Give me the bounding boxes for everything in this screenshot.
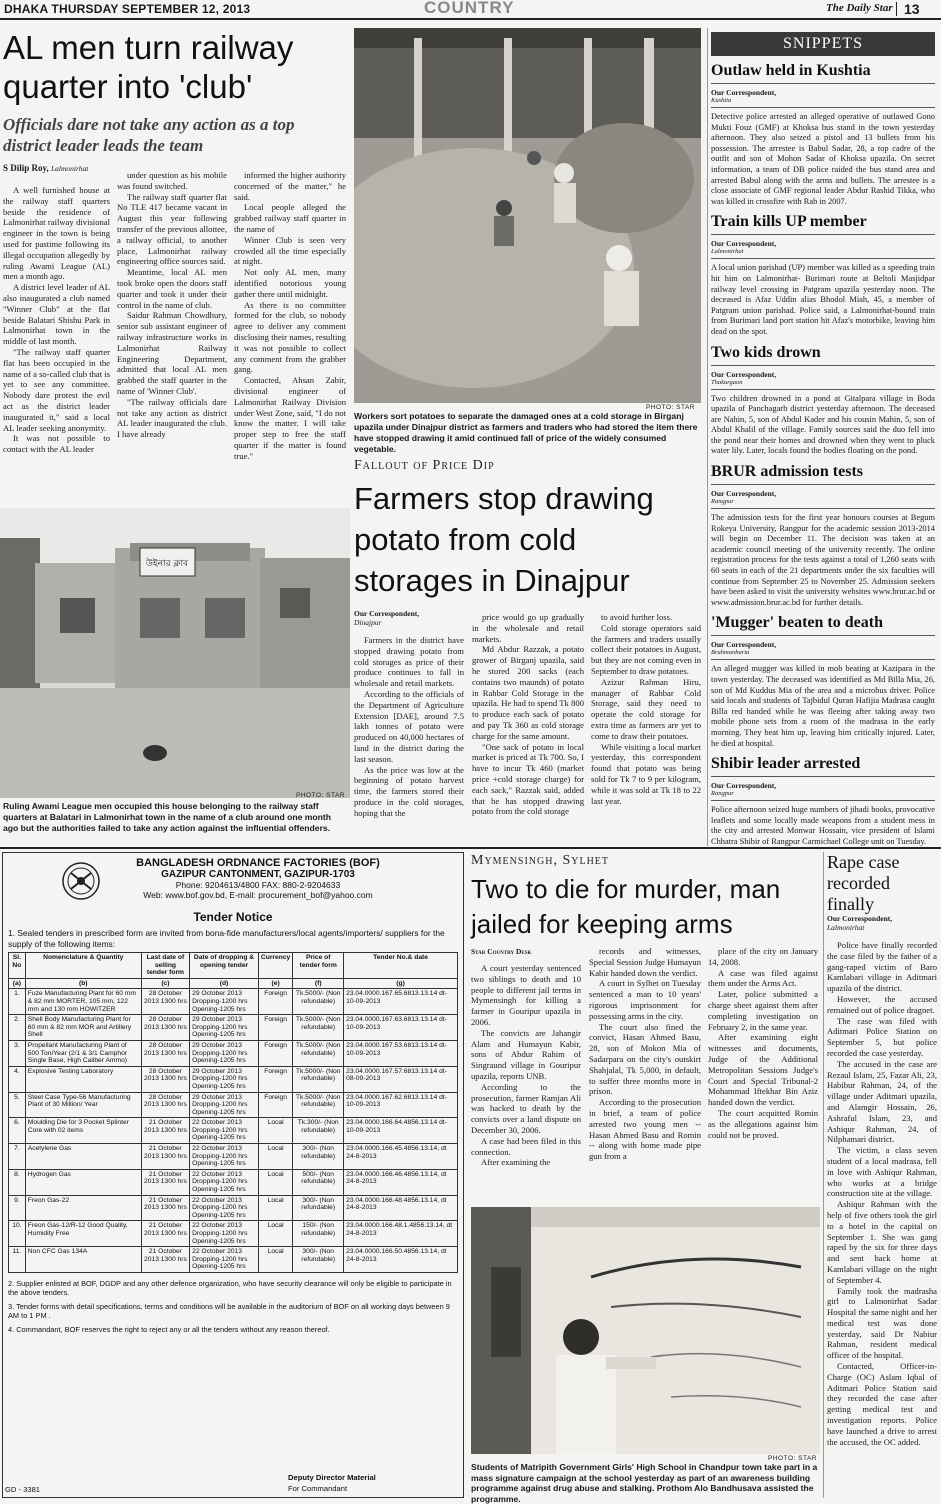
snippet-byline: [711, 239, 935, 255]
table-cell: 10.: [9, 1221, 26, 1247]
paragraph: However, the accused remained out of police dragnet.: [827, 993, 937, 1015]
paragraph: Family took the madrasha girl to Lalmonirhat Sadar Hospital the same night and her medical test was done yesterday, said Dr Nabiur Rahman, resident medical officer of the hospital.: [827, 1285, 937, 1361]
paragraph: After examining the: [481, 1157, 551, 1168]
snippets-panel: [707, 28, 938, 846]
dateline: Thakurgaon: [711, 378, 743, 386]
table-cell: Tk.5000/- (Non refundable): [293, 989, 344, 1015]
photo-credit: PHOTO: STAR: [296, 792, 345, 799]
table-cell: 29 October 2013 Dropping-1200 hrs Opening-1205 hrs: [190, 1092, 259, 1118]
paragraph: Ashiqur Rahman with the help of five others took the girl to a hotel in the capital on September 1. She was gang raped by the six for three days and sent back home at Kamlabari village on the night of September 4.: [827, 1199, 937, 1285]
divider: [711, 484, 935, 485]
table-cell: Tk.5000/- (Non refundable): [293, 1015, 344, 1041]
murder-byline: Star Country Desk: [471, 947, 532, 956]
table-cell: 21 October 2013 1300 hrs: [141, 1195, 189, 1221]
table-cell: 3.: [9, 1040, 26, 1066]
paragraph: "The railway officials dare not take any action as district AL leader inaugurated the club. I have already: [117, 396, 227, 440]
table-cell: Tk.5000/- (Non refundable): [293, 1066, 344, 1092]
divider: [711, 635, 935, 636]
paragraph: A case was filed against them under the Arms Act.: [708, 967, 818, 989]
table-cell: 23.04.0000.167.53.6813.13.14 dt- 10-09-2013: [344, 1040, 458, 1066]
snippet-body: The admission tests for the first year honours courses at Begum Rokeya University, Rangpur for the academic session 2013-2014 will begin on December 11. The decision was taken at an academic council meeting of the university recently. The online registration process for the tests against a total of 1,260 seats with 60 seats in each of the 21 departments under the six faculties will continue from September 25 to November 25. Admission seekers have been asked to visit the university websites www.brur.ac.bd or www.admission.brur.ac.bd for further details.: [711, 513, 935, 607]
table-cell: 28 October 2013 1300 hrs: [141, 1015, 189, 1041]
byline-name: Our Correspondent,: [711, 640, 777, 650]
table-subheader: (e): [258, 978, 292, 989]
table-cell: 21 October 2013 1300 hrs: [141, 1247, 189, 1273]
lead-byline: [3, 163, 113, 174]
murder-column-2: [589, 946, 701, 1162]
table-cell: 23.04.0000.167.63.6813.13.14 dt- 10-09-2013: [344, 1015, 458, 1041]
paragraph: Contacted, Ahsan Zabir, divisional engineer of Lalmonirhat Railway Division under West Zone, said, "I do not know the matter. I will take proper step to free the staff quarter if the matter is found true.": [234, 375, 346, 461]
table-cell: Foreign: [258, 1066, 292, 1092]
byline-name: S Dilip Roy,: [3, 163, 49, 173]
snippet-byline: [711, 489, 935, 505]
table-cell: 23.04.0000.166.45.4856.13.14, dt 24-8-2013: [344, 1144, 458, 1170]
paragraph: Meantime, local AL men took broke open the doors staff quarter and took it under their control in the name of club.: [117, 267, 227, 310]
paragraph: place of the city on January 14, 2008.: [708, 946, 818, 967]
club-sign-text: উইনার ক্লাব: [145, 559, 189, 569]
paragraph: records and witnesses, Special Session Judge Humayun Kabir handed down the verdict.: [589, 946, 701, 978]
paragraph: Winner Club is seen very crowded all the time especially at night.: [234, 234, 346, 267]
potato-kicker: Fallout of Price Dip: [354, 458, 495, 473]
table-cell: 23.04.0000.166.64.4856.13.14 dt- 10-09-2013: [344, 1118, 458, 1144]
paragraph: Md Abdur Razzak, a potato grower of Birganj upazila, said he stored 200 sacks (each contains two maunds) of potato in Rahbar Cold Storage in the upazila. He had to spend Tk 800 to produce each sack of potato and pay Tk 360 as cold storage charge for the same amount.: [472, 644, 584, 741]
table-cell: Local: [258, 1221, 292, 1247]
paragraph: After examining eight witnesses and documents, Judge of the Additional Metropolitan Sessions Judge's Court and Special Tribunal-2 Mohammad Iftekhar Bin Aziz handed down the verdict.: [708, 1032, 818, 1108]
divider: [711, 508, 935, 509]
paragraph: Not only AL men, many identified notorious young gather there until midnight.: [234, 267, 346, 299]
snippet-headline: Train kills UP member: [711, 213, 867, 231]
snippet-headline: Shibir leader arrested: [711, 755, 861, 773]
byline-name: Our Correspondent,: [711, 489, 777, 499]
table-cell: 28 October 2013 1300 hrs: [141, 1066, 189, 1092]
paragraph: to avoid further loss.: [601, 612, 673, 622]
divider: [711, 659, 935, 660]
ad-code: GD - 3381: [5, 1485, 41, 1494]
paragraph: A district level leader of AL also inaugurated a club named "Winner Club" at the flat beside Balatari Shishu Park in Lalmonirhat town in the middle of last month.: [3, 282, 110, 347]
paragraph: A well furnished house at the railway staff quarters beside the residence of Lalmonirhat railway divisional engineer in the town is being used for pastime following its illegal occupation allegedly by ruling Awami League (AL) men a month ago.: [3, 185, 110, 282]
paragraph: The railway staff quarter flat No TLE 417 became vacant in August this year following transfer of the previous allottee, a railway official, to another place, Lalmonirhat railway engineering office sources said.: [117, 191, 227, 267]
paragraph: price would go up gradually in the wholesale and retail markets.: [472, 612, 584, 644]
dateline: Brahmanbaria: [711, 649, 750, 657]
table-cell: Foreign: [258, 989, 292, 1015]
snippet-item: [711, 463, 935, 608]
table-cell: 11.: [9, 1247, 26, 1273]
table-cell: 21 October 2013 1300 hrs: [141, 1144, 189, 1170]
table-cell: 6.: [9, 1118, 26, 1144]
table-row: [9, 1144, 458, 1170]
paragraph: A case had been filed in this connection.: [471, 1135, 581, 1157]
table-subheader: (g): [344, 978, 458, 989]
table-cell: 21 October 2013 1300 hrs: [141, 1169, 189, 1195]
table-cell: 300/- (Non refundable): [293, 1247, 344, 1273]
table-cell: Tk.5000/- (Non refundable): [293, 1092, 344, 1118]
dateline: Dinajpur: [354, 617, 382, 627]
table-header: Price of tender form: [293, 953, 344, 979]
potato-column-2: [472, 612, 584, 817]
ad-note-3: 3. Tender forms with detail specifications, terms and conditions will be available in the auditorium of BOF on all working days between 9 AM to 1 PM .: [8, 1301, 450, 1321]
table-cell: 300/- (Non refundable): [293, 1144, 344, 1170]
table-cell: 29 October 2013 Dropping-1200 hrs Opening-1205 hrs: [190, 989, 259, 1015]
potato-column-3: [591, 612, 701, 806]
snippet-byline: [711, 88, 935, 104]
snippet-headline: BRUR admission tests: [711, 463, 864, 481]
paragraph: informed the higher authority concerned of the matter," he said.: [234, 170, 346, 202]
snippet-byline: [711, 640, 935, 656]
section-divider: [0, 847, 941, 849]
rape-byline: [827, 915, 937, 932]
page-date: DHAKA THURSDAY SEPTEMBER 12, 2013: [4, 2, 251, 16]
table-cell: Shell Body Manufacturing Plant for 60 mm & 82 mm MOR and Artillery Shell: [25, 1015, 141, 1041]
divider: [711, 107, 935, 108]
table-cell: 22 October 2013 Dropping-1200 hrs Opening-1205 hrs: [190, 1144, 259, 1170]
divider: [711, 258, 935, 259]
divider: [711, 365, 935, 366]
ad-signer-2: For Commandant: [288, 1484, 348, 1493]
snippet-item: [711, 755, 935, 847]
newspaper-logo: The Daily Star: [826, 2, 893, 14]
murder-column-1: [471, 963, 581, 1168]
table-row: [9, 1092, 458, 1118]
tender-table: [8, 952, 458, 1273]
table-cell: 22 October 2013 Dropping-1200 hrs Opening-1205 hrs: [190, 1195, 259, 1221]
snippet-body: A local union parishad (UP) member was killed as a speeding train hit him on Lalmonirhat- Burimari route at Beltoli Masjidpar railway level crossing in Patgram upazila yesterday noon. The deceased is Afaz Uddin alias Bhodol Miah, 45, a member of Patgram union parishad. Police said, a Lalmonirhat-bound train from Burimari land port station hit Afaz's motorbike, leaving him dead on the spot.: [711, 263, 935, 336]
table-cell: 21 October 2013 1300 hrs: [141, 1118, 189, 1144]
dateline: Rangpur: [711, 498, 734, 506]
table-cell: Local: [258, 1144, 292, 1170]
snippets-title: SNIPPETS: [711, 32, 935, 56]
paragraph: It was not possible to contact with the AL leader: [3, 433, 110, 455]
paragraph: The convicts are Jahangir Alam and Humayun Kabir, sons of Abdur Rahim of Singraund village in Gouripur upazila, reports UNB.: [471, 1027, 581, 1081]
snippet-headline: 'Mugger' beaten to death: [711, 614, 883, 632]
table-cell: Foreign: [258, 1015, 292, 1041]
photo-credit: PHOTO: STAR: [768, 1455, 817, 1462]
dateline: Lalmonirhat: [711, 248, 744, 256]
bof-emblem: [61, 861, 101, 901]
divider: [711, 83, 935, 84]
paragraph: A court yesterday sentenced two siblings to death and 10 people to different jail terms in Mymensingh for killing a farmer in Gouripur upazila in 2006.: [471, 963, 581, 1027]
paragraph: Saidur Rahman Chowdhury, senior sub assistant engineer of railway infrastructure works in Lalmonirhat Railway Engineering Department, admitted that local AL men grabbed the staff quarter in the name of 'Winner Club'.: [117, 310, 227, 396]
masthead: [0, 0, 941, 20]
byline-name: Our Correspondent,: [827, 914, 893, 923]
table-cell: Steel Case Type-56 Manufacturing Plant of 30 Million/ Year: [25, 1092, 141, 1118]
paragraph: The court also fined the convict, Hasan Ahmed Basu, 28, son of Mokon Mia of Sadarpara on the city's outskirt Shahjalal, Tk 5,000, in default, to suffer three months more in prison.: [589, 1021, 701, 1097]
table-cell: Local: [258, 1195, 292, 1221]
table-cell: Hydrogen Gas: [25, 1169, 141, 1195]
table-cell: 29 October 2013 Dropping-1200 hrs Opening-1205 hrs: [190, 1066, 259, 1092]
tender-notice-ad: [2, 852, 464, 1498]
snippet-body: An alleged mugger was killed in mob beating at Kazipara in the town yesterday. The deceased was identified as Md Billa Mia, 26, son of Md Kuddus Mia of the area and a microbus driver. Police said locals and students of Tajbidul Quran Hafijia Madrasa caught Billa red handed while he was fleeing after taking away two mobile phone sets from a room of the madrasa in the early morning. They beat him up, leaving him critically injured. Later, he died at hospital.: [711, 664, 935, 748]
table-row: [9, 1040, 458, 1066]
table-cell: Fuze Manufacturing Plant for 60 mm & 82 mm MORTER, 105 mm, 122 mm and 130 mm HOWITZER: [25, 989, 141, 1015]
table-subheader: (d): [190, 978, 259, 989]
byline-name: Our Correspondent,: [354, 609, 420, 618]
table-cell: 150/- (Non refundable): [293, 1221, 344, 1247]
potato-headline: Farmers stop drawing potato from cold storages in Dinajpur: [354, 481, 654, 598]
paragraph: The case was filed with Aditmari Police Station on September 5, but police recorded the case yesterday.: [827, 1015, 937, 1058]
dateline: Kushtia: [711, 97, 732, 104]
snippet-byline: [711, 370, 935, 386]
murder-kicker: Mymensingh, Sylhet: [471, 853, 610, 868]
paragraph: According to the prosecution in brief, a team of police arrested two young men -- Hasan Ahmed Basu and Romin -- along with home made pipe gun from a: [589, 1097, 701, 1162]
table-header: Sl. No: [9, 953, 26, 979]
paragraph: Farmers in the district have stopped drawing potato from cold storages as price of their produce continues to fall in wholesale and retail markets.: [354, 635, 464, 689]
lead-column-3: [234, 170, 346, 462]
snippet-byline: [711, 781, 935, 797]
dateline: Lalmonirhat: [827, 922, 865, 932]
table-cell: 23.04.0000.167.57.6813.13.14 dt- 08-09-2013: [344, 1066, 458, 1092]
table-cell: 5.: [9, 1092, 26, 1118]
table-cell: 28 October 2013 1300 hrs: [141, 1092, 189, 1118]
table-header: Date of dropping & opening tender: [190, 953, 259, 979]
paragraph: Police have finally recorded the case filed by the father of a gang-raped victim of Baro Kamlabari village in Aditmari upazila of the district.: [827, 940, 937, 994]
table-cell: Acetylene Gas: [25, 1144, 141, 1170]
divider: [896, 2, 897, 16]
potato-caption: Workers sort potatoes to separate the damaged ones at a cold storage in Birganj upazila under Dinajpur district as farmers and traders who had stored the item there have stopped drawing it amid continued fall of price of the widely consumed vegetable.: [354, 411, 698, 454]
table-cell: 23.04.0000.167.65.6813.13.14 dt- 10-09-2013: [344, 989, 458, 1015]
table-cell: Foreign: [258, 1092, 292, 1118]
ad-place: GAZIPUR CANTONMENT, GAZIPUR-1703: [161, 869, 355, 880]
byline-name: Our Correspondent,: [711, 239, 777, 249]
table-cell: Moulding Die for 3 Pocket Splinter Core with 02 items: [25, 1118, 141, 1144]
rape-headline: Rape case recorded finally: [827, 852, 900, 914]
table-cell: 23.04.0000.166.48.1.4856.13.14, dt 24-8-2013: [344, 1221, 458, 1247]
table-cell: 22 October 2013 Dropping-1200 hrs Opening-1205 hrs: [190, 1118, 259, 1144]
table-cell: Non CFC Gas 134A: [25, 1247, 141, 1273]
ad-note-2: 2. Supplier enlisted at BOF, DGDP and any other defence organization, who have security clearance will only be eligible to participate in the above tenders.: [8, 1278, 452, 1298]
paragraph: While visiting a local market yesterday, this correspondent found that potato was being sold for Tk 7 to 9 per kilogram, while it was sold at Tk 18 to 22 last year.: [591, 741, 701, 806]
paragraph: "The railway staff quarter flat has been occupied in the name of a so-called club that is yet to see any committee. Nobody dare protest the evil act as the district leader inaugurated it," said a local AL leader seeking anonymity.: [3, 346, 110, 433]
divider: [711, 776, 935, 777]
lead-photo: [0, 508, 350, 798]
table-header: Currency: [258, 953, 292, 979]
table-row: [9, 1015, 458, 1041]
table-cell: Local: [258, 1169, 292, 1195]
lead-caption: Ruling Awami League men occupied this house belonging to the railway staff quarters at Balatari in Lalmonirhat town in the name of a club around one month ago but the authorities failed to take any action against the influential offenders.: [3, 801, 332, 833]
ad-intro: 1. Sealed tenders in prescribed form are invited from bona-fide manufacturers/local agents/importers/ suppliers for the supply of the following items:: [8, 928, 445, 949]
ad-phone: Phone: 9204613/4800 FAX: 880-2-9204633: [175, 880, 341, 890]
table-cell: 1.: [9, 989, 26, 1015]
divider: [711, 800, 935, 801]
section-title: COUNTRY: [424, 0, 515, 17]
table-cell: Tk.300/- (Non refundable): [293, 1118, 344, 1144]
divider: [711, 389, 935, 390]
lead-column-1: [3, 185, 110, 455]
table-cell: 23.04.0000.167.62.6813.13.14 dt- 10-09-2013: [344, 1092, 458, 1118]
table-cell: 2.: [9, 1015, 26, 1041]
table-cell: 21 October 2013 1300 hrs: [141, 1221, 189, 1247]
paragraph: As the price was low at the beginning of potato harvest time, the farmers stored their produce in the cold storages, hoping that the: [354, 764, 464, 818]
ad-signer: Deputy Director Material: [288, 1473, 376, 1482]
ad-title: Tender Notice: [193, 910, 273, 924]
paragraph: Local people alleged the grabbed railway staff quarter in the name of: [234, 202, 346, 234]
snippet-item: [711, 213, 935, 337]
murder-column-3: [708, 946, 818, 1140]
snippet-item: [711, 62, 935, 207]
table-cell: 4.: [9, 1066, 26, 1092]
snippet-headline: Two kids drown: [711, 343, 821, 361]
lead-column-2: [117, 170, 227, 440]
table-row: [9, 989, 458, 1015]
campaign-photo: [471, 1207, 820, 1454]
ad-org: BANGLADESH ORDNANCE FACTORIES (BOF): [136, 857, 380, 869]
table-cell: Freon Gas-22: [25, 1195, 141, 1221]
byline-name: Our Correspondent,: [711, 88, 777, 97]
table-cell: 7.: [9, 1144, 26, 1170]
paragraph: As there is no committee formed for the club, so nobody agree to deliver any comment disclosing their names, resulting it was not possible to collect any comment from the grabber gang.: [234, 299, 346, 375]
snippet-list: [711, 62, 935, 848]
table-cell: Local: [258, 1247, 292, 1273]
snippet-item: [711, 344, 935, 458]
paragraph: According to the prosecution, farmer Ramjan Ali was hacked to death by the convicts over a land dispute on December 30, 2006.: [471, 1081, 581, 1135]
table-subheader: (c): [141, 978, 189, 989]
table-cell: 22 October 2013 Dropping-1200 hrs Opening-1205 hrs: [190, 1221, 259, 1247]
lead-deck: Officials dare not take any action as a top district leader leads the team: [3, 115, 295, 155]
table-header: Nomenclature & Quantity: [25, 953, 141, 979]
dateline: Rangpur: [711, 790, 734, 798]
ad-web: Web: www.bof.gov.bd, E-mail: procurement_bof@yahoo.com: [143, 890, 373, 900]
table-cell: 22 October 2013 Dropping-1200 hrs Opening-1205 hrs: [190, 1169, 259, 1195]
lead-headline: AL men turn railway quarter into 'club': [3, 29, 294, 105]
table-header: Tender No.& date: [344, 953, 458, 979]
snippet-body: Police afternoon seized huge numbers of jihadi books, provocative leaflets and some locally made weapons from a student mess in the city and arrested Monwar Hossain, vice president of Islami Chhatra Shibir of Rangpur Carmichael College unit on Tuesday.: [711, 805, 935, 846]
paragraph: The accused in the case are Rezaul Islam, 25, Fazar Ali, 23, Habibur Rahman, 24, of the village under Aditmari upazila, and Alamgir Hossain, 26, Ashraful Islam, 23, and Ashiqur Rahman, 24, of Nilphamari district.: [827, 1058, 937, 1145]
ad-note-4: 4. Commandant, BOF reserves the right to reject any or all the tenders without any reason thereof.: [8, 1324, 330, 1334]
table-subheader: (f): [293, 978, 344, 989]
table-row: [9, 1247, 458, 1273]
paragraph: According to the officials of the Department of Agriculture Extension [DAE], around 7.5 lakh tonnes of potato were produced on 40,000 hectares of land in the district during the last season.: [354, 688, 464, 764]
snippet-body: Detective police arrested an alleged operative of outlawed Gono Mukti Fouz (GMF) at Khoksa bus stand in the town yesterday afternoon. They also seized a pistol and 13 bullets from his possession. The arrestee is Babul Sadar, 28, a top cadre of the outfit and son of Mohon Sadar of Khoksa upazila. On secret information, a team of DB police raided the bus stand area and arrested Babul along with the arms and bullets. The arrestee is a close associate of GMF regional leader Abdur Rashid Tikka, who was killed in crossfire with Rab in 2007.: [711, 112, 935, 206]
photo-credit: PHOTO: STAR: [646, 404, 695, 411]
byline-name: Our Correspondent,: [711, 781, 777, 791]
table-cell: 23.04.0000.166.50.4856.13.14, dt 24-8-2013: [344, 1247, 458, 1273]
table-subheader: (b): [25, 978, 141, 989]
table-cell: Foreign: [258, 1040, 292, 1066]
table-row: [9, 1066, 458, 1092]
paragraph: "One sack of potato in local market is priced at Tk 700. So, I have to incur Tk 460 (market price +cold storage charge) for each sack," Razzak said, added that he has stopped drawing potato from the cold storage: [472, 741, 584, 817]
table-cell: Local: [258, 1118, 292, 1144]
paragraph: under question as his mobile was found switched.: [117, 170, 227, 191]
page-number: 13: [904, 1, 920, 17]
potato-column-1: [354, 635, 464, 819]
table-cell: Explosive Testing Laboratory: [25, 1066, 141, 1092]
snippet-item: [711, 614, 935, 749]
table-row: [9, 1118, 458, 1144]
table-cell: 29 October 2013 Dropping-1200 hrs Opening-1205 hrs: [190, 1015, 259, 1041]
table-cell: 23.04.0000.166.48.4856.13.14, dt 24-8-2013: [344, 1195, 458, 1221]
paragraph: Contacted, Officer-in-Charge (OC) Aslam Iqbal of Aditmari Police Station said they recorded the case after getting medical test and investigation reports. Police have launched a drive to arrest the accused, the OC added.: [827, 1361, 937, 1447]
campaign-caption: Students of Matripith Government Girls' High School in Chandpur town take part in a mass signature campaign at the school yesterday as part of an awareness building programme against drug abuse and stalking. Prothom Alo Bandhusava assisted the programme.: [471, 1462, 818, 1504]
potato-photo: [354, 28, 701, 403]
table-cell: Freon Gas-12/R-12 Good Quality, Humidity Free: [25, 1221, 141, 1247]
table-subheader: (a): [9, 978, 26, 989]
table-cell: Tk.5000/- (Non refundable): [293, 1040, 344, 1066]
table-cell: 9.: [9, 1195, 26, 1221]
paragraph: Cold storage operators said the farmers and traders usually collect their potatoes in August, but they are not coming even in September to draw potatoes.: [591, 622, 701, 676]
table-cell: 23.04.0000.166.46.4856.13.14, dt 24-8-2013: [344, 1169, 458, 1195]
potato-byline: [354, 610, 464, 627]
column-divider: [823, 852, 824, 1498]
table-row: [9, 1221, 458, 1247]
table-cell: 500/- (Non refundable): [293, 1169, 344, 1195]
table-cell: 22 October 2013 Dropping-1200 hrs Opening-1205 hrs: [190, 1247, 259, 1273]
table-cell: 300/- (Non refundable): [293, 1195, 344, 1221]
paragraph: Later, police submitted a charge sheet against them after completing investigation on February 2, in the same year.: [708, 989, 818, 1032]
table-header: Last date of selling tender form: [141, 953, 189, 979]
dateline: Lalmonirhat: [51, 164, 89, 173]
murder-headline: Two to die for murder, man jailed for keeping arms: [471, 874, 781, 939]
rape-body: [827, 940, 937, 1447]
table-row: [9, 1195, 458, 1221]
paragraph: The court acquitted Romin as the allegations against him could not be proved.: [708, 1107, 818, 1140]
paragraph: A court in Sylhet on Tuesday sentenced a man to 10 years' rigorous imprisonment for possessing arms in the city.: [589, 978, 701, 1021]
table-cell: Propellant Manufacturing Plant of 500 Ton/Year (2/1 & 3/1 Camphor Single Base, High Caliber Ammo): [25, 1040, 141, 1066]
table-cell: 29 October 2013 Dropping-1200 hrs Opening-1205 hrs: [190, 1040, 259, 1066]
paragraph: Azizur Rahman Hiru, manager of Rahbar Cold Storage, said they need to operate the cold storage for extra time as farmers are yet to come to draw their potatoes.: [591, 676, 701, 741]
table-cell: 28 October 2013 1300 hrs: [141, 989, 189, 1015]
table-cell: 8.: [9, 1169, 26, 1195]
table-row: [9, 1169, 458, 1195]
byline-name: Our Correspondent,: [711, 369, 777, 379]
snippet-headline: Outlaw held in Kushtia: [711, 62, 871, 79]
divider: [711, 234, 935, 235]
snippet-body: Two children drowned in a pond at Gitalpara village in Boda upazila of Panchagarh district yesterday afternoon. The deceased are Nahin, 5, son of Abdul Kader and his cousin Mahin, 5, son of Abdul Khalil of the village. Family sources said the duo fell into the pond near their homes and drowned when they went to pluck water lily. Later, locals found the bodies floating on the pond.: [711, 393, 935, 456]
paragraph: The victim, a class seven student of a local madrasa, fell in love with Ashiqur Rahman, who works at a bridge construction site at the village.: [827, 1145, 937, 1199]
table-cell: 28 October 2013 1300 hrs: [141, 1040, 189, 1066]
